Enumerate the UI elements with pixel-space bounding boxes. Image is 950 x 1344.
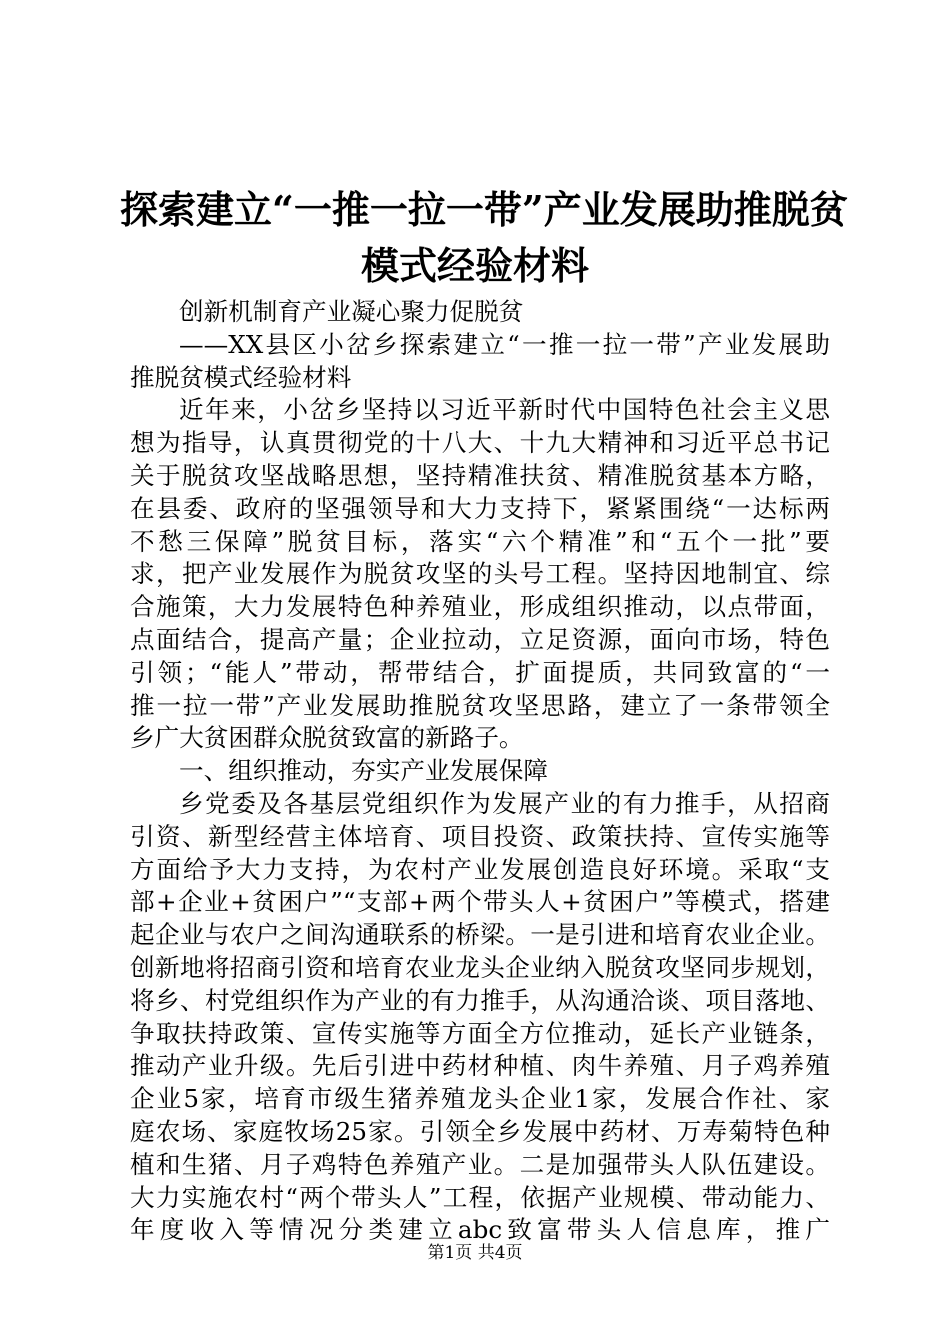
body-line: 推动产业升级。先后引进中药材种植、肉牛养殖、月子鸡养殖 — [130, 1051, 830, 1081]
body-line: 近年来，小岔乡坚持以习近平新时代中国特色社会主义思 — [179, 395, 830, 425]
subtitle-line: ——XX县区小岔乡探索建立“一推一拉一带”产业发展助 — [179, 329, 830, 359]
body-line: 争取扶持政策、宣传实施等方面全方位推动，延长产业链条， — [130, 1018, 830, 1048]
body-line: 求，把产业发展作为脱贫攻坚的头号工程。坚持因地制宜、综 — [130, 559, 830, 589]
body-line: 推一拉一带”产业发展助推脱贫攻坚思路，建立了一条带领全 — [130, 690, 830, 720]
subtitle-line: 创新机制育产业凝心聚力促脱贫 — [179, 297, 524, 326]
body-line: 不愁三保障”脱贫目标，落实“六个精准”和“五个一批”要 — [130, 526, 830, 556]
body-line: 将乡、村党组织作为产业的有力推手，从沟通洽谈、项目落地、 — [130, 985, 830, 1015]
body-line: 想为指导，认真贯彻党的十八大、十九大精神和习近平总书记 — [130, 428, 830, 458]
body-line: 乡党委及各基层党组织作为发展产业的有力推手，从招商 — [179, 788, 830, 818]
body-line: 庭农场、家庭牧场25家。引领全乡发展中药材、万寿菊特色种 — [130, 1116, 830, 1146]
body-line: 植和生猪、月子鸡特色养殖产业。二是加强带头人队伍建设。 — [130, 1149, 830, 1179]
body-line: 创新地将招商引资和培育农业龙头企业纳入脱贫攻坚同步规划， — [130, 952, 830, 982]
body-line: 合施策，大力发展特色种养殖业，形成组织推动，以点带面， — [130, 592, 830, 622]
body-line: 在县委、政府的坚强领导和大力支持下，紧紧围绕“一达标两 — [130, 493, 830, 523]
document-title-line-2: 模式经验材料 — [360, 243, 589, 288]
body-line: 起企业与农户之间沟通联系的桥梁。一是引进和培育农业企业。 — [130, 920, 830, 950]
body-line: 大力实施农村“两个带头人”工程，依据产业规模、带动能力、 — [130, 1182, 830, 1212]
section-heading: 一、组织推动，夯实产业发展保障 — [179, 756, 548, 786]
body-line: 关于脱贫攻坚战略思想，坚持精准扶贫、精准脱贫基本方略， — [130, 460, 830, 490]
subtitle-line: 推脱贫模式经验材料 — [130, 362, 352, 392]
body-line: 点面结合，提高产量；企业拉动，立足资源，面向市场，特色 — [130, 624, 830, 654]
document-title-line-1: 探索建立“一推一拉一带”产业发展助推脱贫 — [120, 187, 848, 232]
body-line: 企业5家，培育市级生猪养殖龙头企业1家，发展合作社、家 — [130, 1084, 830, 1114]
body-line: 年度收入等情况分类建立abc致富带头人信息库，推广 — [130, 1215, 830, 1245]
body-line: 乡广大贫困群众脱贫致富的新路子。 — [130, 723, 524, 753]
body-line: 方面给予大力支持，为农村产业发展创造良好环境。采取“支 — [130, 854, 830, 884]
body-line: 引领；“能人”带动，帮带结合，扩面提质，共同致富的“一 — [130, 657, 830, 687]
body-line: 部+企业+贫困户”“支部+两个带头人+贫困户”等模式，搭建 — [130, 887, 830, 917]
body-line: 引资、新型经营主体培育、项目投资、政策扶持、宣传实施等 — [130, 821, 830, 851]
document-body — [130, 296, 830, 1247]
page-number-footer: 第1页 共4页 — [427, 1243, 523, 1263]
